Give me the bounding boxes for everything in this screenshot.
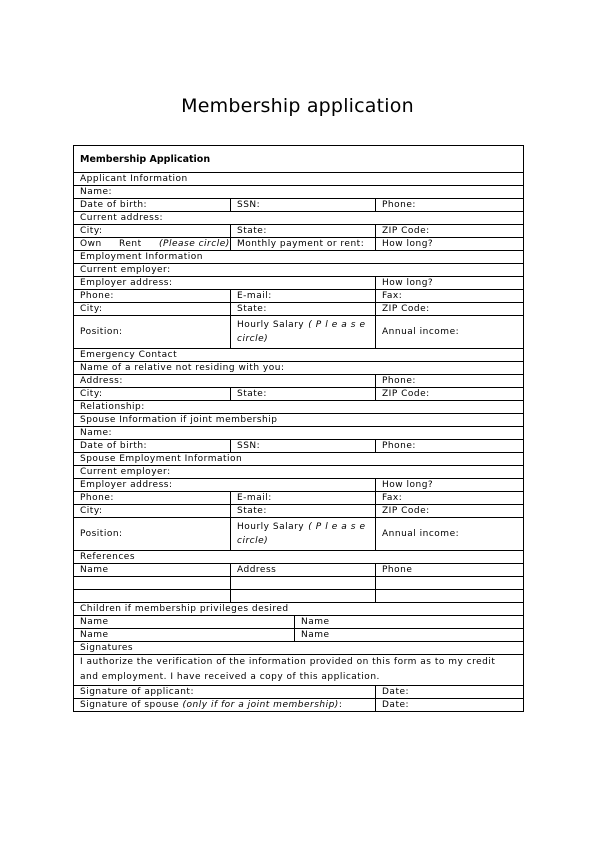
spouse-employment-email-field[interactable]: E-mail: <box>231 492 376 505</box>
employment-state-field[interactable]: State: <box>231 303 376 316</box>
monthly-payment-field[interactable]: Monthly payment or rent: <box>231 238 376 251</box>
reference-2-name-field[interactable] <box>74 590 231 603</box>
form-header: Membership Application <box>74 146 524 173</box>
spouse-hourly-salary-field[interactable] <box>231 518 376 551</box>
hourly-salary-label: Hourly Salary <box>237 320 305 330</box>
please-note: (Please <box>308 320 369 330</box>
spouse-signature-colon: : <box>338 699 343 710</box>
applicant-name-field[interactable]: Name: <box>74 186 524 199</box>
emergency-zip-field[interactable]: ZIP Code: <box>376 388 524 401</box>
references-name-header: Name <box>74 564 231 577</box>
employment-city-field[interactable]: City: <box>74 303 231 316</box>
reference-1-name-field[interactable] <box>74 577 231 590</box>
applicant-ssn-field[interactable]: SSN: <box>231 199 376 212</box>
authorization-statement: I authorize the verification of the information provided on this form as to my credit and employment. I have received a copy of this application. <box>74 655 524 686</box>
reference-1-phone-field[interactable] <box>376 577 524 590</box>
spouse-employment-phone-field[interactable]: Phone: <box>74 492 231 505</box>
applicant-signature-date-field[interactable]: Date: <box>376 686 524 699</box>
applicant-zip-field[interactable]: ZIP Code: <box>376 225 524 238</box>
applicant-dob-field[interactable]: Date of birth: <box>74 199 231 212</box>
spouse-employment-zip-field[interactable]: ZIP Code: <box>376 505 524 518</box>
employment-fax-field[interactable]: Fax: <box>376 290 524 303</box>
emergency-state-field[interactable]: State: <box>231 388 376 401</box>
section-spouse-information: Spouse Information if joint membership <box>74 414 524 427</box>
child-3-name-field[interactable]: Name <box>74 629 295 642</box>
spouse-ssn-field[interactable]: SSN: <box>231 440 376 453</box>
spouse-signature-note: (only if for a joint membership) <box>182 699 339 710</box>
employment-phone-field[interactable]: Phone: <box>74 290 231 303</box>
spouse-position-field[interactable]: Position: <box>74 518 231 551</box>
own-option[interactable]: Own <box>80 238 102 249</box>
spouse-name-field[interactable]: Name: <box>74 427 524 440</box>
spouse-hourly-salary-label: Hourly Salary <box>237 522 305 532</box>
section-spouse-employment: Spouse Employment Information <box>74 453 524 466</box>
emergency-phone-field[interactable]: Phone: <box>376 375 524 388</box>
spouse-employer-field[interactable]: Current employer: <box>74 466 524 479</box>
residence-how-long-field[interactable]: How long? <box>376 238 524 251</box>
section-signatures: Signatures <box>74 642 524 655</box>
child-2-name-field[interactable]: Name <box>295 616 524 629</box>
spouse-signature-date-field[interactable]: Date: <box>376 699 524 712</box>
applicant-address-field[interactable]: Current address: <box>74 212 524 225</box>
hourly-salary-field[interactable] <box>231 316 376 349</box>
spouse-circle-note: circle) <box>237 536 269 546</box>
reference-1-address-field[interactable] <box>231 577 376 590</box>
spouse-employment-fax-field[interactable]: Fax: <box>376 492 524 505</box>
applicant-state-field[interactable]: State: <box>231 225 376 238</box>
section-children: Children if membership privileges desired <box>74 603 524 616</box>
own-rent-field[interactable] <box>74 238 231 251</box>
rent-option[interactable]: Rent <box>119 238 142 249</box>
applicant-city-field[interactable]: City: <box>74 225 231 238</box>
relative-name-field[interactable]: Name of a relative not residing with you: <box>74 362 524 375</box>
employment-zip-field[interactable]: ZIP Code: <box>376 303 524 316</box>
emergency-address-field[interactable]: Address: <box>74 375 376 388</box>
section-emergency-contact: Emergency Contact <box>74 349 524 362</box>
section-employment-information: Employment Information <box>74 251 524 264</box>
spouse-employment-city-field[interactable]: City: <box>74 505 231 518</box>
please-circle-note: (Please circle) <box>159 238 230 249</box>
reference-2-address-field[interactable] <box>231 590 376 603</box>
applicant-signature-field[interactable]: Signature of applicant: <box>74 686 376 699</box>
emergency-city-field[interactable]: City: <box>74 388 231 401</box>
employment-email-field[interactable]: E-mail: <box>231 290 376 303</box>
position-field[interactable]: Position: <box>74 316 231 349</box>
spouse-please-note: (Please <box>308 522 369 532</box>
spouse-signature-field[interactable] <box>74 699 376 712</box>
page-title: Membership application <box>181 95 414 117</box>
circle-note: circle) <box>237 334 269 344</box>
spouse-dob-field[interactable]: Date of birth: <box>74 440 231 453</box>
child-4-name-field[interactable]: Name <box>295 629 524 642</box>
spouse-employment-how-long-field[interactable]: How long? <box>376 479 524 492</box>
applicant-phone-field[interactable]: Phone: <box>376 199 524 212</box>
reference-2-phone-field[interactable] <box>376 590 524 603</box>
references-address-header: Address <box>231 564 376 577</box>
section-references: References <box>74 551 524 564</box>
employer-address-field[interactable]: Employer address: <box>74 277 376 290</box>
references-phone-header: Phone <box>376 564 524 577</box>
employer-field[interactable]: Current employer: <box>74 264 524 277</box>
spouse-employer-address-field[interactable]: Employer address: <box>74 479 376 492</box>
annual-income-field[interactable]: Annual income: <box>376 316 524 349</box>
section-applicant-information: Applicant Information <box>74 173 524 186</box>
spouse-phone-field[interactable]: Phone: <box>376 440 524 453</box>
spouse-annual-income-field[interactable]: Annual income: <box>376 518 524 551</box>
employment-how-long-field[interactable]: How long? <box>376 277 524 290</box>
spouse-signature-label: Signature of spouse <box>80 699 180 710</box>
membership-form-table <box>73 145 524 712</box>
relationship-field[interactable]: Relationship: <box>74 401 524 414</box>
child-1-name-field[interactable]: Name <box>74 616 295 629</box>
spouse-employment-state-field[interactable]: State: <box>231 505 376 518</box>
